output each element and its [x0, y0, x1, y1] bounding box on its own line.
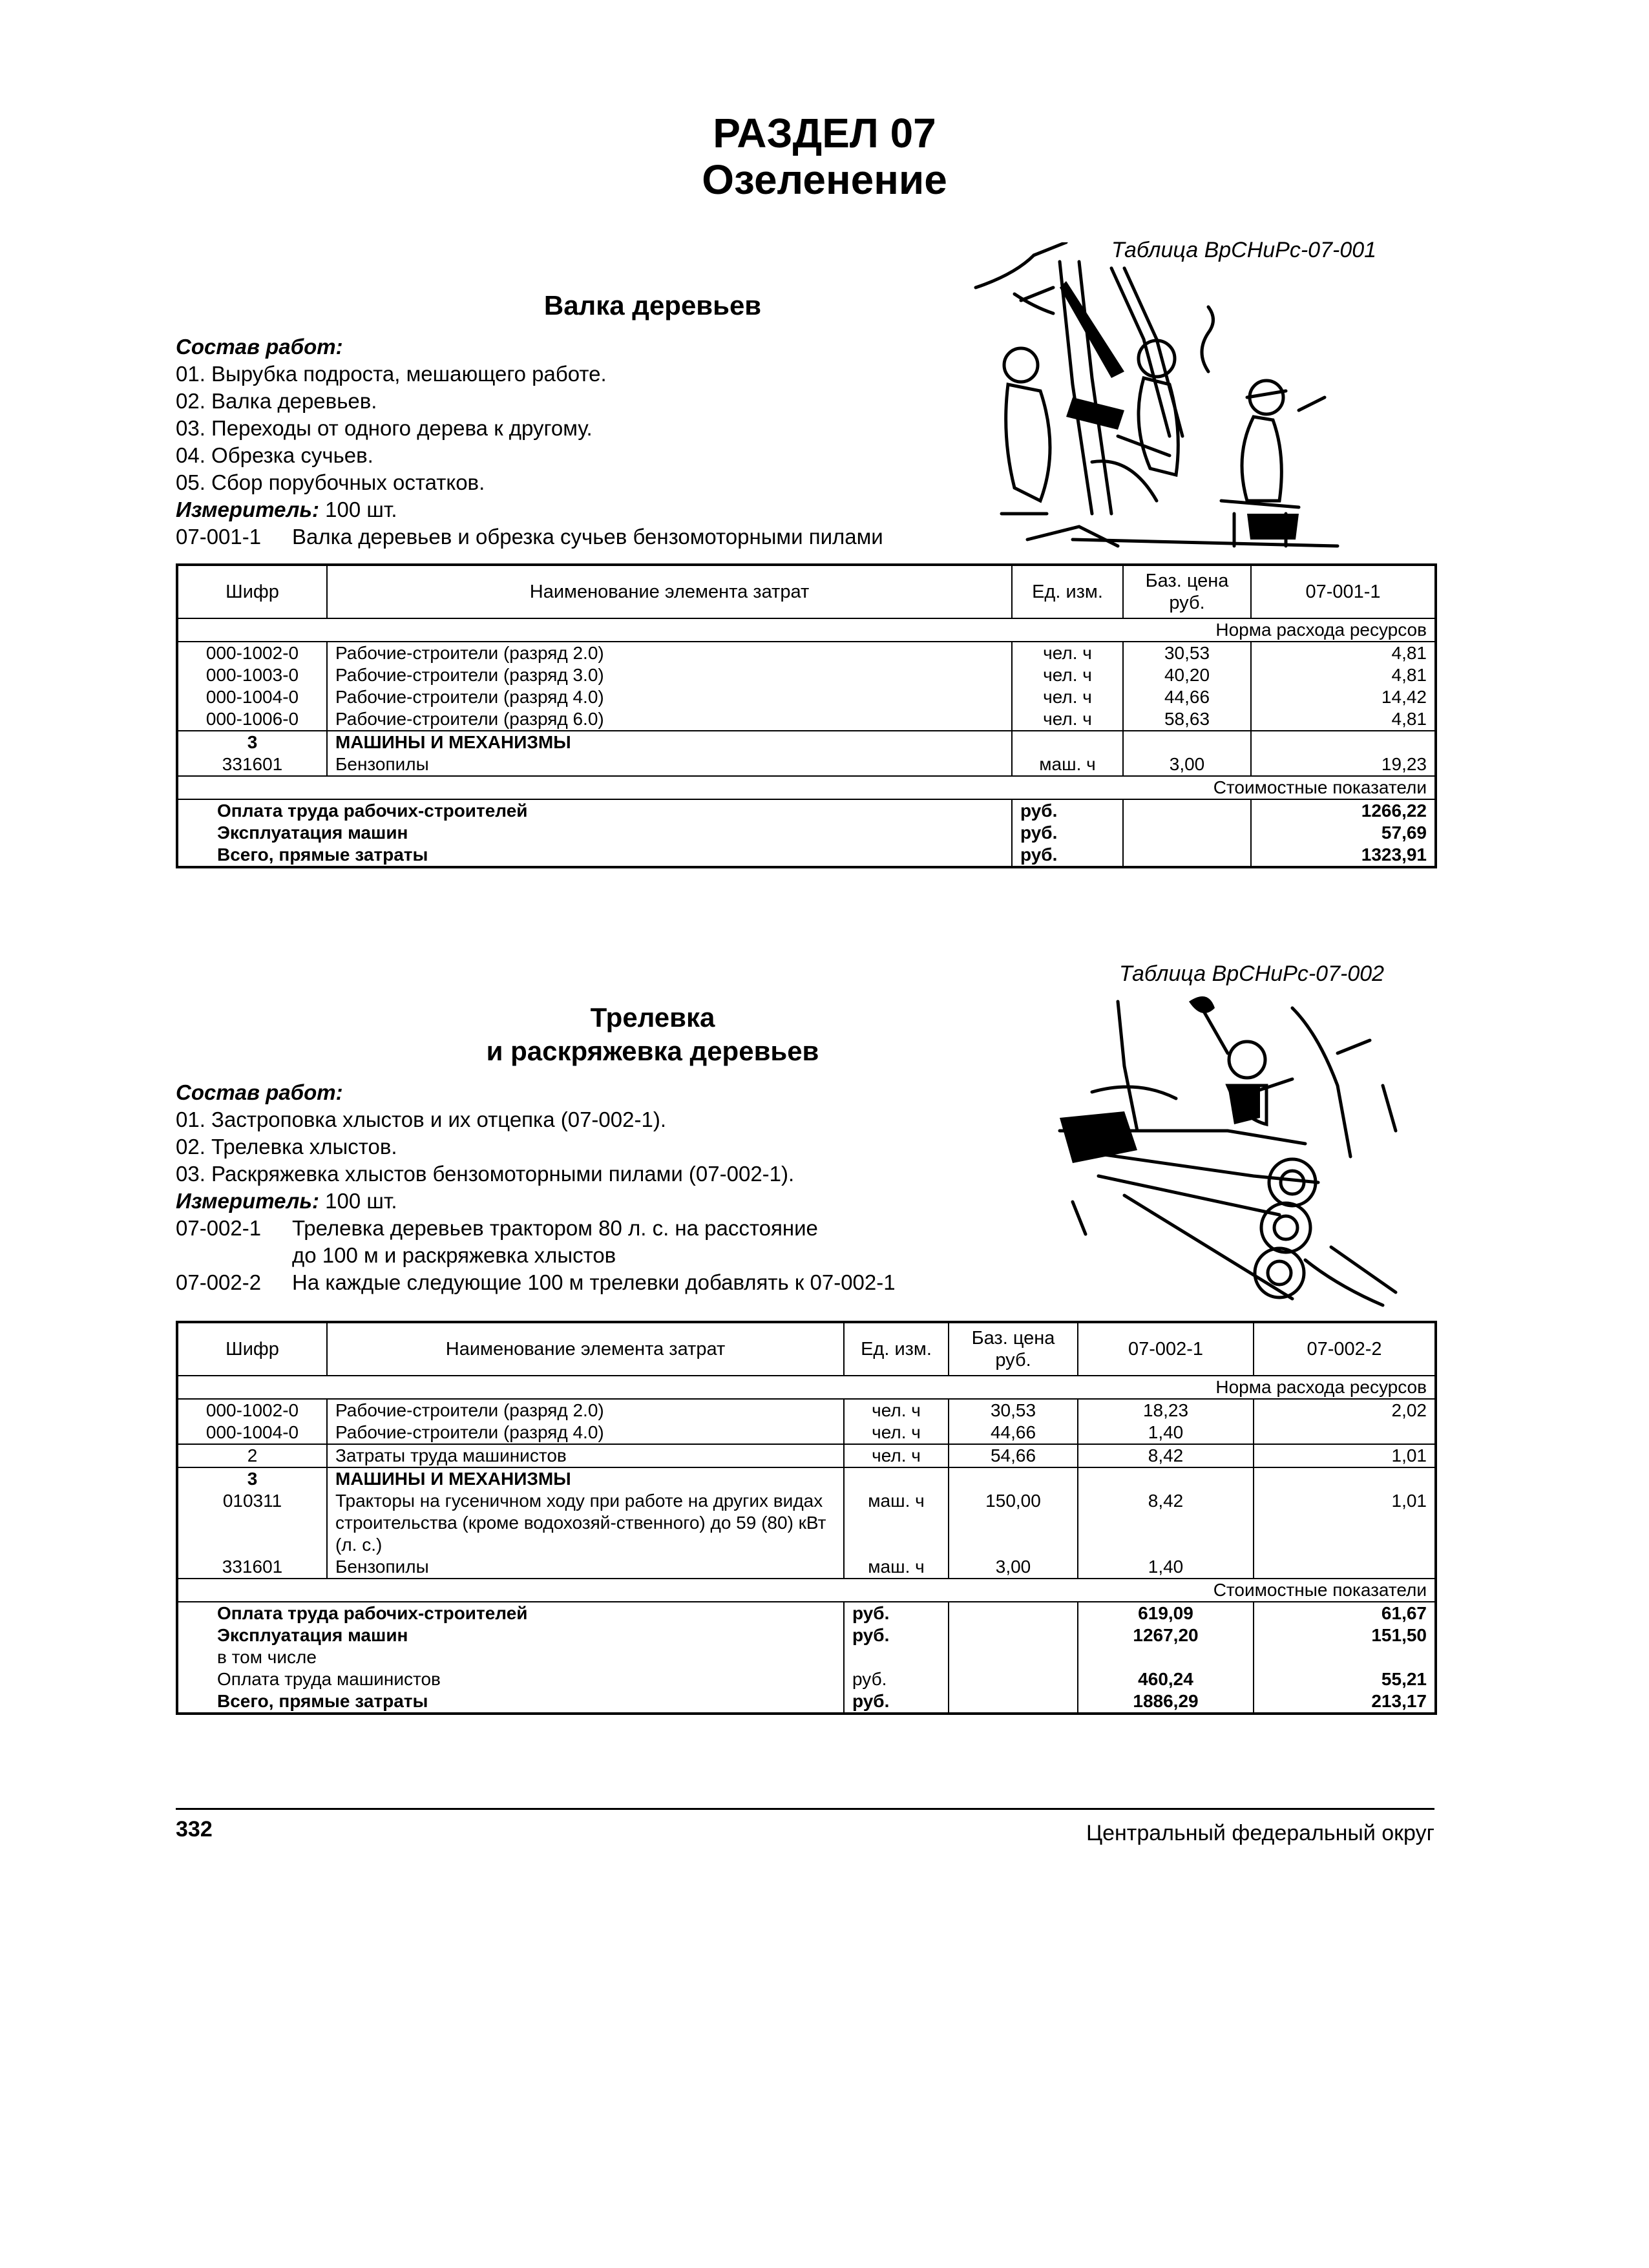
band-cost: Стоимостные показатели [177, 1579, 1436, 1602]
table-row [177, 1624, 1436, 1646]
cell-name: Эксплуатация машин [177, 822, 1012, 844]
work-composition-label: Состав работ: [176, 1080, 343, 1104]
item-code: 07-002-1 [176, 1216, 262, 1240]
cell-value: 19,23 [1251, 753, 1436, 776]
cell-unit: руб. [844, 1668, 949, 1690]
cell-unit: чел. ч [1012, 686, 1123, 708]
item-line [176, 1215, 896, 1242]
cell-unit: маш. ч [844, 1556, 949, 1579]
cell-price: 40,20 [1123, 664, 1251, 686]
cell-value-2: 1,01 [1254, 1490, 1436, 1556]
section-number: РАЗДЕЛ 07 [713, 110, 936, 156]
col-header-code: Шифр [177, 1322, 327, 1376]
cell-value-1: 1267,20 [1078, 1624, 1254, 1646]
col-header-price: Баз. цена руб. [949, 1322, 1078, 1376]
cell-price: 54,66 [949, 1444, 1078, 1467]
table-row [177, 1690, 1436, 1714]
table-row [177, 1467, 1436, 1490]
cell-code: 000-1006-0 [177, 708, 327, 731]
work-composition-2 [176, 1079, 896, 1296]
cell-name: Рабочие-строители (разряд 4.0) [327, 1422, 844, 1444]
work-composition-label: Состав работ: [176, 335, 343, 359]
cell-value-1: 8,42 [1078, 1444, 1254, 1467]
cell-price: 150,00 [949, 1490, 1078, 1556]
cell-code: 000-1004-0 [177, 1422, 327, 1444]
cell-value: 14,42 [1251, 686, 1436, 708]
table-title-1: Валка деревьев [543, 290, 762, 320]
item-code: 07-001-1 [176, 525, 262, 549]
work-item: 04. Обрезка сучьев. [176, 443, 373, 467]
cell-name: МАШИНЫ И МЕХАНИЗМЫ [327, 731, 1012, 753]
cell-name: Оплата труда рабочих-строителей [177, 799, 1012, 822]
table-title-2a: Трелевка [590, 1002, 715, 1033]
col-header-code: Шифр [177, 565, 327, 618]
cell-name: Рабочие-строители (разряд 2.0) [327, 1399, 844, 1422]
band-cost: Стоимостные показатели [177, 776, 1436, 799]
table-row [177, 708, 1436, 731]
item-text: Трелевка деревьев трактором 80 л. с. на расстояние [292, 1216, 818, 1240]
lumberjacks-illustration [963, 242, 1363, 552]
table-row [177, 799, 1436, 822]
item-line [176, 523, 883, 551]
cell-name: Бензопилы [327, 753, 1012, 776]
table-row [177, 1668, 1436, 1690]
cell-name: Тракторы на гусеничном ходу при работе на других видах строительства (кроме водохозяй-ственного) до 59 (80) кВт (л. с.) [327, 1490, 844, 1556]
item-code: 07-002-2 [176, 1270, 262, 1294]
cell-value: 4,81 [1251, 708, 1436, 731]
cell-unit: руб. [844, 1602, 949, 1624]
cell-value-1: 1,40 [1078, 1556, 1254, 1579]
table-row [177, 731, 1436, 753]
table-title-2b: и раскряжевка деревьев [486, 1036, 819, 1066]
measure-label: Измеритель: [176, 498, 319, 521]
cell-name: Оплата труда машинистов [177, 1668, 844, 1690]
cell-value-2 [1254, 1422, 1436, 1444]
cell-code: 000-1003-0 [177, 664, 327, 686]
cell-unit: руб. [844, 1624, 949, 1646]
col-header-unit: Ед. изм. [1012, 565, 1123, 618]
work-item: 03. Раскряжевка хлыстов бензомоторными пилами (07-002-1). [176, 1162, 795, 1186]
footer-region: Центральный федеральный округ [1086, 1821, 1434, 1845]
cell-code: 2 [177, 1444, 327, 1467]
cell-unit: маш. ч [844, 1490, 949, 1556]
table-row [177, 1646, 1436, 1668]
measure-line [176, 1188, 896, 1215]
cell-value-1 [1078, 1646, 1254, 1668]
cell-price: 30,53 [949, 1399, 1078, 1422]
cell-unit: чел. ч [1012, 708, 1123, 731]
col-header-name: Наименование элемента затрат [327, 1322, 844, 1376]
table-row [177, 1399, 1436, 1422]
cell-value-2 [1254, 1556, 1436, 1579]
cell-code: 331601 [177, 753, 327, 776]
cell-name: в том числе [177, 1646, 844, 1668]
cell-value-2: 55,21 [1254, 1668, 1436, 1690]
cell-value-2: 213,17 [1254, 1690, 1436, 1714]
cell-unit: руб. [1012, 822, 1123, 844]
table-row [177, 1490, 1436, 1556]
cell-price: 30,53 [1123, 642, 1251, 664]
item-text: Валка деревьев и обрезка сучьев бензомоторными пилами [292, 525, 883, 549]
cell-value: 1323,91 [1251, 844, 1436, 867]
cell-unit: руб. [1012, 799, 1123, 822]
item-text: На каждые следующие 100 м трелевки добавлять к 07-002-1 [292, 1270, 896, 1294]
cell-value: 57,69 [1251, 822, 1436, 844]
cell-unit: маш. ч [1012, 753, 1123, 776]
item-line [176, 1269, 896, 1296]
cell-unit: чел. ч [844, 1422, 949, 1444]
col-header-price: Баз. цена руб. [1123, 565, 1251, 618]
col-header-value-1: 07-002-1 [1078, 1322, 1254, 1376]
work-item: 05. Сбор порубочных остатков. [176, 470, 485, 494]
table-ref-1: Таблица ВрСНиРс-07-001 [1111, 238, 1377, 262]
log-skidding-illustration [1034, 989, 1434, 1312]
table-ref-2: Таблица ВрСНиРс-07-002 [1119, 961, 1385, 986]
table-row [177, 642, 1436, 664]
measure-label: Измеритель: [176, 1189, 319, 1213]
table-row [177, 664, 1436, 686]
cell-name: Рабочие-строители (разряд 3.0) [327, 664, 1012, 686]
table-row [177, 1556, 1436, 1579]
col-header-unit: Ед. изм. [844, 1322, 949, 1376]
cell-name: Рабочие-строители (разряд 2.0) [327, 642, 1012, 664]
cell-price: 58,63 [1123, 708, 1251, 731]
cell-code: 010311 [177, 1490, 327, 1556]
work-item: 02. Трелевка хлыстов. [176, 1135, 397, 1159]
table-row [177, 753, 1436, 776]
section-subtitle: Озеленение [702, 156, 947, 203]
page-number: 332 [176, 1817, 213, 1842]
cell-value-1: 18,23 [1078, 1399, 1254, 1422]
cell-unit: руб. [844, 1690, 949, 1714]
work-item: 02. Валка деревьев. [176, 389, 377, 413]
cell-code: 000-1002-0 [177, 1399, 327, 1422]
cell-name: Эксплуатация машин [177, 1624, 844, 1646]
cell-unit: чел. ч [844, 1399, 949, 1422]
work-item: 01. Застроповка хлыстов и их отцепка (07-002-1). [176, 1108, 666, 1131]
cell-price: 3,00 [949, 1556, 1078, 1579]
cell-code: 3 [177, 731, 327, 753]
item-line-cont [176, 1242, 896, 1269]
cell-name: МАШИНЫ И МЕХАНИЗМЫ [327, 1467, 844, 1490]
cell-code: 000-1002-0 [177, 642, 327, 664]
cell-name: Затраты труда машинистов [327, 1444, 844, 1467]
cell-price: 44,66 [949, 1422, 1078, 1444]
cell-code: 3 [177, 1467, 327, 1490]
col-header-name: Наименование элемента затрат [327, 565, 1012, 618]
cell-unit: чел. ч [844, 1444, 949, 1467]
cell-unit: чел. ч [1012, 642, 1123, 664]
cell-value: 4,81 [1251, 642, 1436, 664]
footer-rule [176, 1808, 1434, 1810]
cell-code: 000-1004-0 [177, 686, 327, 708]
cell-price: 44,66 [1123, 686, 1251, 708]
cell-value-2: 151,50 [1254, 1624, 1436, 1646]
work-composition-1 [176, 333, 883, 551]
work-item: 01. Вырубка подроста, мешающего работе. [176, 362, 607, 386]
cell-value-2: 2,02 [1254, 1399, 1436, 1422]
table-row [177, 686, 1436, 708]
table-row [177, 844, 1436, 867]
band-norm: Норма расхода ресурсов [177, 618, 1436, 642]
cell-name: Всего, прямые затраты [177, 1690, 844, 1714]
cell-unit [844, 1646, 949, 1668]
item-text: до 100 м и раскряжевка хлыстов [292, 1243, 616, 1267]
measure-value: 100 шт. [325, 498, 397, 521]
resource-table-1 [176, 563, 1437, 868]
cell-value-1: 8,42 [1078, 1490, 1254, 1556]
band-norm: Норма расхода ресурсов [177, 1376, 1436, 1399]
table-row [177, 1422, 1436, 1444]
cell-price: 3,00 [1123, 753, 1251, 776]
cell-name: Бензопилы [327, 1556, 844, 1579]
cell-value-2: 1,01 [1254, 1444, 1436, 1467]
cell-unit: руб. [1012, 844, 1123, 867]
cell-value-1: 1,40 [1078, 1422, 1254, 1444]
table-row [177, 822, 1436, 844]
cell-value-1: 619,09 [1078, 1602, 1254, 1624]
cell-name: Рабочие-строители (разряд 6.0) [327, 708, 1012, 731]
cell-value-1: 1886,29 [1078, 1690, 1254, 1714]
table-row [177, 1602, 1436, 1624]
cell-value: 4,81 [1251, 664, 1436, 686]
cell-value-2: 61,67 [1254, 1602, 1436, 1624]
work-item: 03. Переходы от одного дерева к другому. [176, 416, 593, 440]
cell-unit: чел. ч [1012, 664, 1123, 686]
cell-value: 1266,22 [1251, 799, 1436, 822]
cell-name: Оплата труда рабочих-строителей [177, 1602, 844, 1624]
cell-value-2 [1254, 1646, 1436, 1668]
cell-name: Рабочие-строители (разряд 4.0) [327, 686, 1012, 708]
measure-line [176, 496, 883, 523]
cell-code: 331601 [177, 1556, 327, 1579]
cell-value-1: 460,24 [1078, 1668, 1254, 1690]
cell-name: Всего, прямые затраты [177, 844, 1012, 867]
table-row [177, 1444, 1436, 1467]
col-header-value-2: 07-002-2 [1254, 1322, 1436, 1376]
resource-table-2 [176, 1321, 1437, 1715]
measure-value: 100 шт. [325, 1189, 397, 1213]
col-header-value: 07-001-1 [1251, 565, 1436, 618]
